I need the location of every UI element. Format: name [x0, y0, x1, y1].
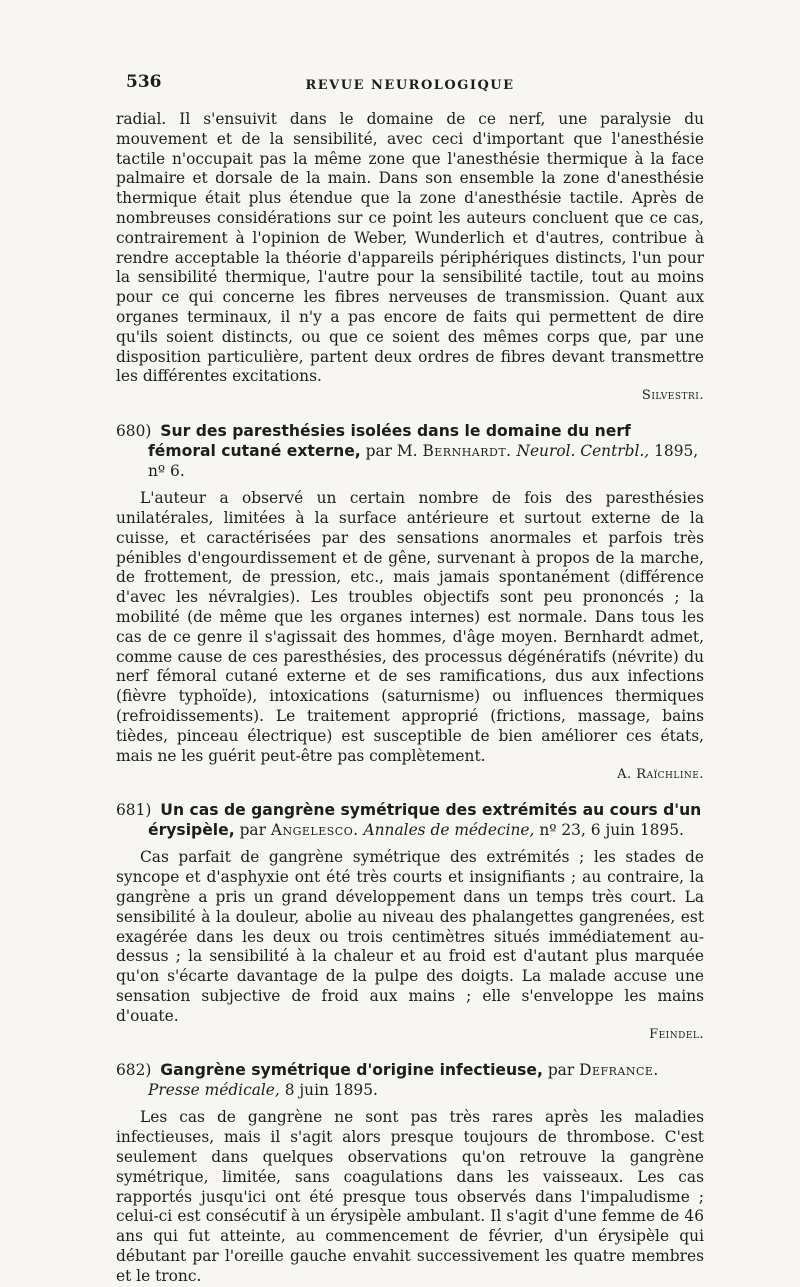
entry-number: 682) [116, 1061, 152, 1080]
entry-text: Cas parfait de gangrène symétrique des extrémités ; les stades de syncope et d'asphyxie ont été très courts et insignifiants ; au contraire, la gangrène a pris un grand développement dans un temps très court. La sensibilité à la douleur, abolie au niveau des phalangettes gangrenées, est exagérée dans les deux ou trois centimètres situés immédiatement au-dessus ; la sensibilité à la chaleur et au froid est d'autant plus marquée qu'on s'écarte davantage de la pulpe des doigts. La malade accuse une sensation subjective de froid aux mains ; elle s'enveloppe les mains d'ouate. [116, 848, 704, 1025]
intro-signature: Silvestri. [641, 388, 704, 404]
entry-author: Bernhardt. [422, 442, 512, 461]
entry-682 [116, 1060, 704, 1286]
entry-author: Angelesco. [270, 821, 359, 840]
entry-signature: A. Raïchline. [617, 767, 704, 783]
entry-by: par [547, 1061, 575, 1080]
entry-681 [116, 800, 704, 1044]
entry-number: 680) [116, 422, 152, 441]
entry-heading [116, 421, 704, 481]
entry-680 [116, 421, 704, 784]
entry-source: Presse médicale, [148, 1081, 280, 1100]
entry-author: Defrance. [579, 1061, 659, 1080]
entry-number: 681) [116, 801, 152, 820]
entry-title: Un cas de gangrène symétrique des extrémités au cours d'un érysipèle, [148, 801, 702, 840]
entry-signature: Feindel. [649, 1027, 704, 1043]
entry-text: Les cas de gangrène ne sont pas très rares après les maladies infectieuses, mais il s'agit alors presque toujours de thrombose. C'est seulement dans quelques observations qu'on retrouve la gangrène symétrique, limitée, sans coagulations dans les vaisseaux. Les cas rapportés jusqu'ici ont été presque tous observés dans l'impaludisme ; celui-ci est consécutif à un érysipèle ambulant. Il s'agit d'une femme de 46 ans qui fut atteinte, au commencement de février, d'un érysipèle qui débutant par l'oreille gauche envahit successivement les quatre membres et le tronc. [116, 1108, 704, 1285]
entry-heading [116, 800, 704, 840]
entry-heading [116, 1060, 704, 1100]
entry-by: par [239, 821, 266, 840]
entry-by: par M. [365, 442, 418, 461]
journal-title: REVUE NEUROLOGIQUE [305, 78, 515, 93]
entry-title: Gangrène symétrique d'origine infectieuse, [160, 1061, 543, 1080]
entry-text: L'auteur a observé un certain nombre de fois des paresthésies unilatérales, limitées à la surface antérieure et surtout externe de la cuisse, et caractérisées par des sensations anormales et parfois très pénibles d'engourdissement et de gêne, survenant à propos de la marche, de frottement, de pression, etc., mais jamais spontanément (différence d'avec les névralgies). Les troubles objectifs sont peu prononcés ; la mobilité (de même que les organes internes) est normale. Dans tous les cas de ce genre il s'agissait des hommes, d'âge moyen. Bernhardt admet, comme cause de ces paresthésies, des processus dégénératifs (névrite) du nerf fémoral cutané externe et de ses ramifications, dus aux infections (fièvre typhoïde), intoxications (saturnisme) ou influences thermiques (refroidissements). Le traitement approprié (frictions, massage, bains tièdes, pinceau électrique) est susceptible de bien améliorer ces états, mais ne les guérit peut-être pas complètement. [116, 489, 704, 765]
entry-source: Neurol. Centrbl., [516, 442, 650, 461]
entry-details: 1895, nº 6. [148, 442, 699, 481]
entry-details: nº 23, 6 juin 1895. [539, 821, 684, 840]
page-number: 536 [126, 72, 162, 92]
entry-details: 8 juin 1895. [284, 1081, 378, 1100]
running-head [116, 70, 704, 100]
entry-source: Annales de médecine, [363, 821, 535, 840]
intro-paragraph: radial. Il s'ensuivit dans le domaine de ce nerf, une paralysie du mouvement et de la sensibilité, avec ceci d'important que l'anesthésie tactile n'occupait pas la même zone que l'anesthésie thermique à la face palmaire et dorsale de la main. Dans son ensemble la zone d'anesthésie thermique était plus étendue que la zone d'anesthésie tactile. Après de nombreuses considérations sur ce point les auteurs concluent que ce cas, contrairement à l'opinion de Weber, Wunderlich et d'autres, contribue à rendre acceptable la théorie d'appareils périphériques distincts, l'un pour la sensibilité thermique, l'autre pour la sensibilité tactile, tout au moins pour ce qui concerne les fibres nerveuses de transmission. Quant aux organes terminaux, il n'y a pas encore de faits qui permettent de dire qu'ils soient distincts, ou que ce soient des mêmes corps que, par une disposition particulière, partent deux ordres de fibres devant transmettre les différentes excitations. [116, 110, 704, 386]
entry-title: Sur des paresthésies isolées dans le domaine du nerf fémoral cutané externe, [148, 422, 631, 461]
